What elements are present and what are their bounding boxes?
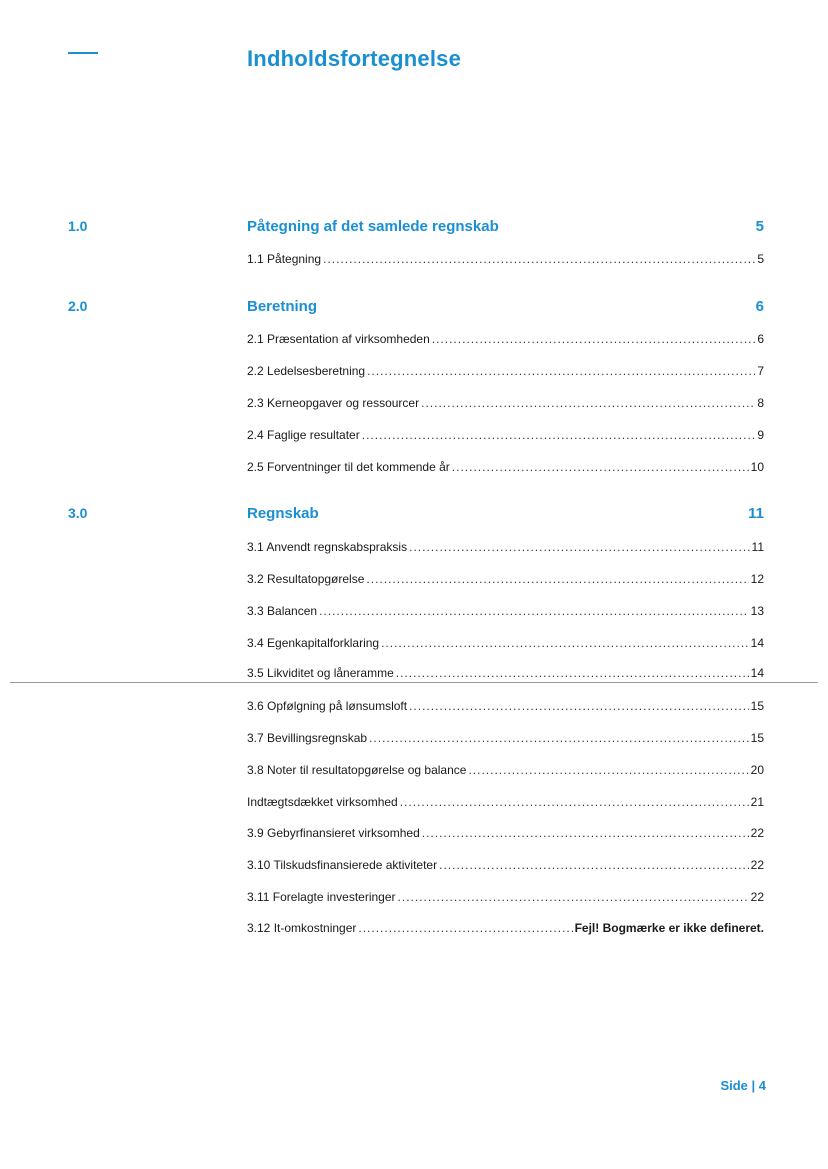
toc-entry-page: 8 — [757, 396, 764, 410]
scan-fold-line — [10, 682, 818, 683]
dot-leader — [400, 795, 749, 809]
toc-entry[interactable] — [247, 890, 764, 906]
toc-entry[interactable] — [247, 252, 764, 268]
toc-entry-label: 3.5 Likviditet og låneramme — [247, 666, 394, 680]
toc-entry[interactable] — [247, 332, 764, 348]
section-page: 11 — [748, 505, 764, 522]
toc-entry-page: 12 — [750, 572, 764, 586]
dot-leader — [452, 460, 749, 474]
section-number: 1.0 — [68, 218, 88, 234]
toc-entry-page: 5 — [757, 252, 764, 266]
toc-entry[interactable] — [247, 460, 764, 476]
toc-entry[interactable] — [247, 858, 764, 874]
toc-entry[interactable] — [247, 795, 764, 811]
dot-leader — [432, 332, 756, 346]
section-heading-link[interactable] — [247, 218, 764, 235]
dot-leader — [369, 731, 749, 745]
toc-entry-label: 2.3 Kerneopgaver og ressourcer — [247, 396, 420, 410]
toc-entry[interactable] — [247, 604, 764, 620]
toc-entry-page: 11 — [751, 540, 764, 554]
toc-entry-page: 6 — [757, 332, 764, 346]
toc-entry-page: 15 — [750, 731, 764, 745]
section-page: 6 — [755, 298, 764, 315]
toc-entry-label: 3.9 Gebyrfinansieret virksomhed — [247, 826, 420, 840]
toc-entry[interactable] — [247, 572, 764, 588]
toc-entry[interactable] — [247, 826, 764, 842]
toc-entry[interactable] — [247, 763, 764, 779]
toc-entry[interactable] — [247, 364, 764, 380]
dot-leader — [439, 858, 749, 872]
page-footer: Side | 4 — [720, 1078, 766, 1093]
toc-entry-page: 21 — [750, 795, 764, 809]
section-page: 5 — [755, 218, 764, 235]
toc-entry[interactable] — [247, 666, 764, 682]
toc-entry-page: 22 — [750, 890, 764, 904]
section-title: Regnskab — [247, 505, 319, 522]
dot-leader — [468, 763, 748, 777]
toc-entry-page: 9 — [757, 428, 764, 442]
page-title: Indholdsfortegnelse — [247, 46, 462, 71]
toc-entry[interactable] — [247, 699, 764, 715]
dot-leader — [409, 540, 749, 554]
section-heading-link[interactable] — [247, 505, 764, 522]
toc-entry[interactable] — [247, 396, 764, 412]
toc-entry-page: 14 — [750, 636, 764, 650]
dot-leader — [366, 572, 748, 586]
dot-leader — [396, 666, 749, 680]
bookmark-error-text: Fejl! Bogmærke er ikke defineret. — [574, 921, 764, 935]
dot-leader — [362, 428, 756, 442]
toc-entry-label: 3.4 Egenkapitalforklaring — [247, 636, 380, 650]
toc-entry[interactable] — [247, 731, 764, 747]
section-number: 3.0 — [68, 505, 88, 521]
dot-leader — [358, 921, 572, 935]
toc-entry-label: 2.1 Præsentation af virksomheden — [247, 332, 430, 346]
toc-entry-label: 2.2 Ledelsesberetning — [247, 364, 366, 378]
accent-dash — [68, 52, 98, 54]
section-title: Beretning — [247, 298, 318, 315]
dot-leader — [319, 604, 749, 618]
toc-entry[interactable] — [247, 428, 764, 444]
dot-leader — [323, 252, 755, 266]
toc-entry-page: 13 — [750, 604, 764, 618]
toc-entry-page: 10 — [750, 460, 764, 474]
dot-leader — [398, 890, 749, 904]
toc-entry-label: 3.6 Opfølgning på lønsumsloft — [247, 699, 408, 713]
dot-leader — [367, 364, 755, 378]
toc-entry-label: 3.11 Forelagte investeringer — [247, 890, 396, 904]
toc-entry-label: 3.7 Bevillingsregnskab — [247, 731, 368, 745]
dot-leader — [421, 396, 755, 410]
toc-entry-label: 2.4 Faglige resultater — [247, 428, 360, 442]
toc-entry-label: 3.3 Balancen — [247, 604, 318, 618]
dot-leader — [422, 826, 749, 840]
dot-leader — [381, 636, 749, 650]
toc-entry[interactable] — [247, 921, 764, 937]
toc-entry-label: 3.2 Resultatopgørelse — [247, 572, 365, 586]
toc-entry-label: 1.1 Påtegning — [247, 252, 322, 266]
toc-entry-label: 3.10 Tilskudsfinansierede aktiviteter — [247, 858, 438, 872]
section-number: 2.0 — [68, 298, 88, 314]
toc-entry-page: 22 — [750, 858, 764, 872]
toc-entry[interactable] — [247, 540, 764, 556]
toc-entry-page: 20 — [750, 763, 764, 777]
section-title: Påtegning af det samlede regnskab — [247, 218, 499, 235]
toc-entry-label: Indtægtsdækket virksomhed — [247, 795, 398, 809]
toc-entry-page: 14 — [750, 666, 764, 680]
toc-entry-label: 3.1 Anvendt regnskabspraksis — [247, 540, 408, 554]
toc-entry-page: 22 — [750, 826, 764, 840]
section-heading-link[interactable] — [247, 298, 764, 315]
toc-entry-label: 3.8 Noter til resultatopgørelse og balance — [247, 763, 467, 777]
toc-entry[interactable] — [247, 636, 764, 652]
toc-entry-page: 15 — [750, 699, 764, 713]
toc-entry-label: 3.12 It-omkostninger — [247, 921, 357, 935]
toc-entry-page: 7 — [757, 364, 764, 378]
dot-leader — [409, 699, 749, 713]
toc-entry-label: 2.5 Forventninger til det kommende år — [247, 460, 450, 474]
